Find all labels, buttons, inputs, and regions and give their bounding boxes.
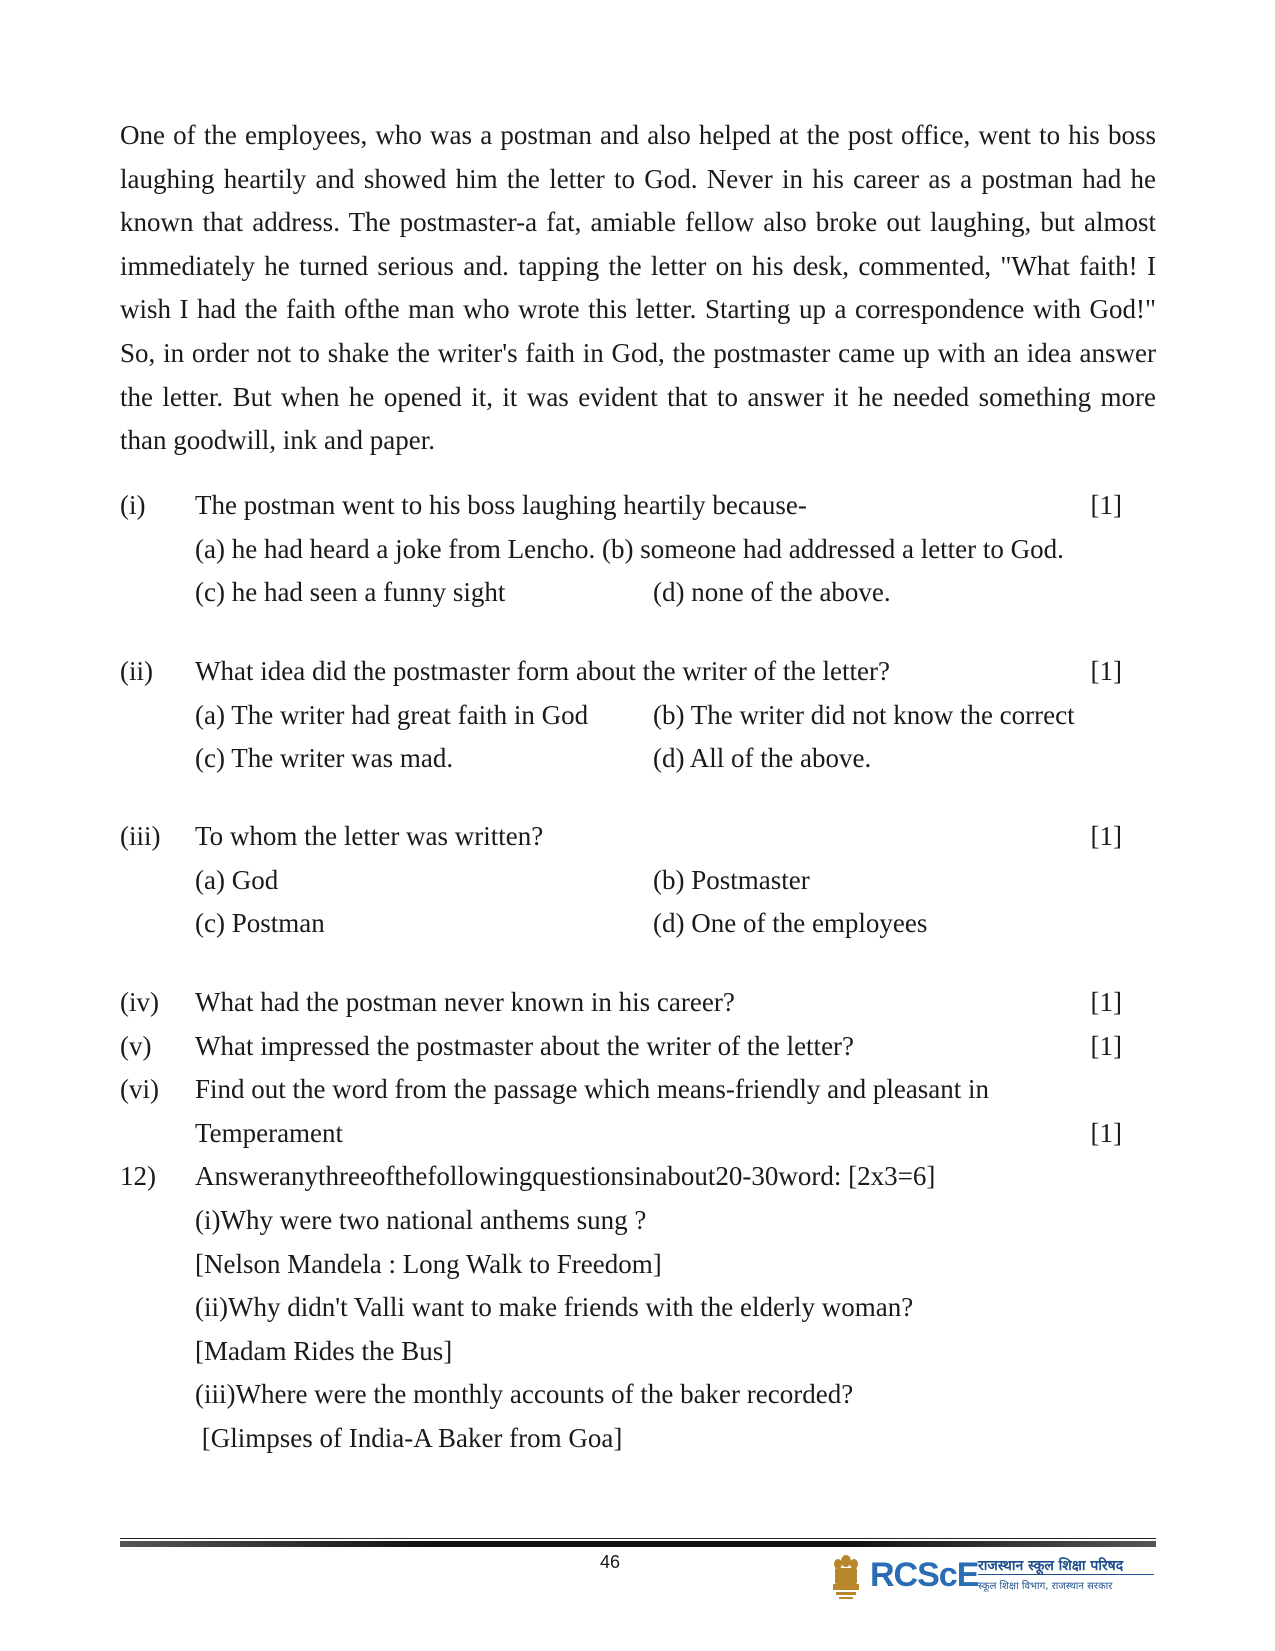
question-v (120, 1025, 1160, 1069)
passage-paragraph: One of the employees, who was a postman and also helped at the post office, went to his boss laughing heartily and showed him the letter to God. Never in his career as a postman had he known that address. The postmaster-a fat, amiable fellow also broke out laughing, but almost immediately he turned serious and. tapping the letter on his desk, commented, "What faith! I wish I had the faith ofthe man who wrote this letter. Starting up a correspondence with God!" So, in order not to shake the writer's faith in God, the postmaster came up with an idea answer the letter. But when he opened it, it was evident that to answer it he needed something more than goodwill, ink and paper. (120, 120, 1156, 456)
question-number: (vi) (120, 1074, 159, 1105)
question-text: What idea did the postmaster form about the writer of the letter? (195, 656, 890, 686)
question-text: What impressed the postmaster about the writer of the letter? (195, 1030, 855, 1061)
question-number: (v) (120, 1030, 152, 1061)
question-marks: [1] (1090, 1030, 1122, 1061)
option-a: (a) God (195, 864, 279, 895)
question-text: Answeranythreeofthefollowingquestionsinabout20-30word: [2x3=6] (195, 1161, 936, 1192)
question-vi-continued (120, 1112, 1160, 1156)
question-number: 12) (120, 1161, 156, 1192)
option-a: (a) The writer had great faith in God (195, 699, 589, 730)
question-marks: [1] (1090, 490, 1122, 520)
option-d: (d) All of the above. (653, 743, 872, 774)
q12-item: (ii)Why didn't Valli want to make friends with the elderly woman? (195, 1292, 914, 1323)
option-c: (c) The writer was mad. (195, 743, 454, 774)
question-12 (120, 1155, 1160, 1199)
q12-source: [Glimpses of India-A Baker from Goa] (195, 1422, 623, 1453)
question-marks: [1] (1090, 1117, 1122, 1148)
option-b: (b) Postmaster (653, 864, 810, 895)
short-questions (120, 981, 1160, 1461)
question-vi (120, 1068, 1160, 1112)
question-iv (120, 981, 1160, 1025)
q12-item: (iii)Where were the monthly accounts of the baker recorded? (195, 1379, 854, 1410)
footer-rule-thin (120, 1538, 1156, 1539)
logo-hindi-title: राजस्थान स्कूल शिक्षा परिषद (978, 1558, 1124, 1574)
question-number: (ii) (120, 656, 153, 686)
option-d: (d) none of the above. (653, 577, 891, 608)
logo-hindi-subtitle: स्कूल शिक्षा विभाग, राजस्थान सरकार (978, 1581, 1113, 1592)
footer-rule-thick (120, 1541, 1156, 1547)
question-i (120, 484, 1160, 615)
q12-source: [Nelson Mandela : Long Walk to Freedom] (195, 1248, 662, 1279)
page-number: 46 (600, 1552, 621, 1572)
question-text: What had the postman never known in his career? (195, 987, 735, 1017)
q12-source: [Madam Rides the Bus] (195, 1335, 453, 1366)
question-marks: [1] (1090, 821, 1122, 851)
option-b: (b) The writer did not know the correct (653, 699, 1075, 730)
question-iii (120, 815, 1160, 946)
national-emblem-icon (830, 1552, 862, 1602)
q12-item: (i)Why were two national anthems sung ? (195, 1204, 647, 1235)
option-c: (c) Postman (195, 908, 325, 939)
question-text: To whom the letter was written? (195, 821, 544, 851)
question-marks: [1] (1090, 656, 1122, 686)
question-number: (iv) (120, 987, 159, 1017)
question-text-continued: Temperament (195, 1117, 344, 1148)
option-d: (d) One of the employees (653, 908, 928, 939)
options-a-b: (a) he had heard a joke from Lencho. (b) someone had addressed a letter to God. (195, 533, 1064, 564)
rcsce-logo (830, 1552, 1160, 1602)
option-c: (c) he had seen a funny sight (195, 577, 506, 608)
question-ii (120, 650, 1160, 781)
logo-text: RCScE (870, 1556, 979, 1594)
question-text: Find out the word from the passage which means-friendly and pleasant in (195, 1074, 990, 1105)
question-number: (i) (120, 490, 146, 520)
logo-divider (978, 1574, 1154, 1575)
question-number: (iii) (120, 821, 161, 851)
question-marks: [1] (1090, 987, 1122, 1017)
question-text: The postman went to his boss laughing heartily because- (195, 490, 807, 520)
